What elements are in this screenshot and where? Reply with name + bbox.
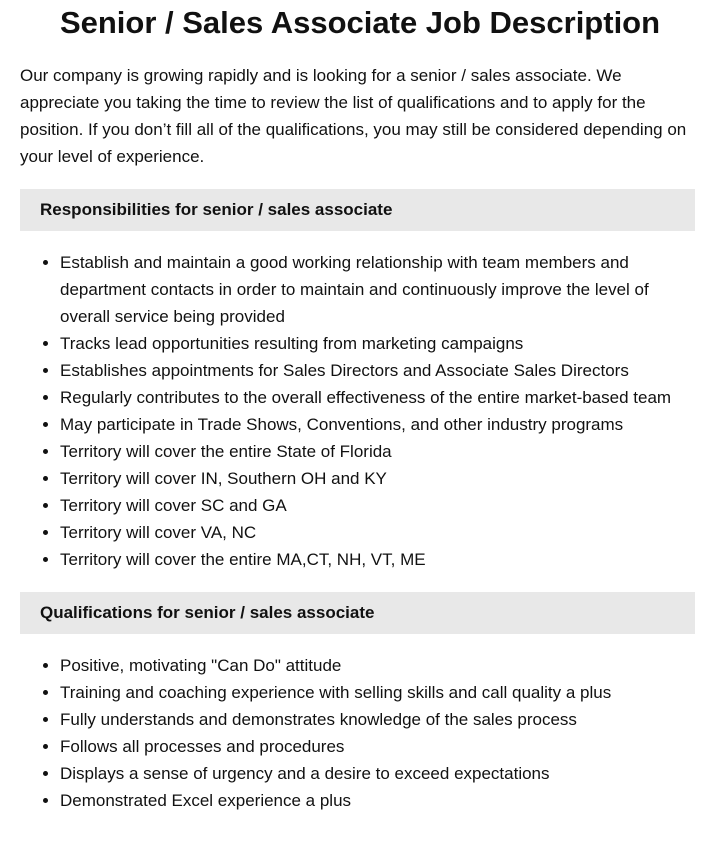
qualifications-heading: Qualifications for senior / sales associate: [20, 592, 695, 634]
list-item: • Training and coaching experience with selling skills and call quality a plus: [60, 679, 695, 706]
intro-text: Our company is growing rapidly and is looking for a senior / sales associate. We appreciate you taking the time to review the list of qualifications and to apply for the position. If you don’t fill all of the qualifications, you may still be considered depending on your level of experience.: [20, 66, 687, 166]
list-item: • Establishes appointments for Sales Directors and Associate Sales Directors: [60, 357, 695, 384]
list-item: • Territory will cover SC and GA: [60, 492, 695, 519]
list-item: • Territory will cover the entire State of Florida: [60, 438, 695, 465]
page-title: Senior / Sales Associate Job Description: [59, 5, 661, 40]
list-item: • Territory will cover VA, NC: [60, 519, 695, 546]
list-item: • Establish and maintain a good working relationship with team members and department contacts in order to maintain and continuously improve the level of overall service being provided: [60, 249, 695, 330]
responsibilities-heading: Responsibilities for senior / sales associate: [20, 189, 695, 231]
list-item: • Territory will cover the entire MA,CT, NH, VT, ME: [60, 546, 695, 573]
list-item: • Fully understands and demonstrates knowledge of the sales process: [60, 706, 695, 733]
list-item: • Territory will cover IN, Southern OH and KY: [60, 465, 695, 492]
list-item: • Regularly contributes to the overall effectiveness of the entire market-based team: [60, 384, 695, 411]
list-item: • Demonstrated Excel experience a plus: [60, 787, 695, 814]
list-item: • Tracks lead opportunities resulting from marketing campaigns: [60, 330, 695, 357]
list-item: • Positive, motivating "Can Do" attitude: [60, 652, 695, 679]
responsibilities-list: [20, 249, 695, 573]
list-item: • Displays a sense of urgency and a desire to exceed expectations: [60, 760, 695, 787]
list-item: • Follows all processes and procedures: [60, 733, 695, 760]
qualifications-list: [20, 652, 695, 814]
list-item: • May participate in Trade Shows, Conventions, and other industry programs: [60, 411, 695, 438]
